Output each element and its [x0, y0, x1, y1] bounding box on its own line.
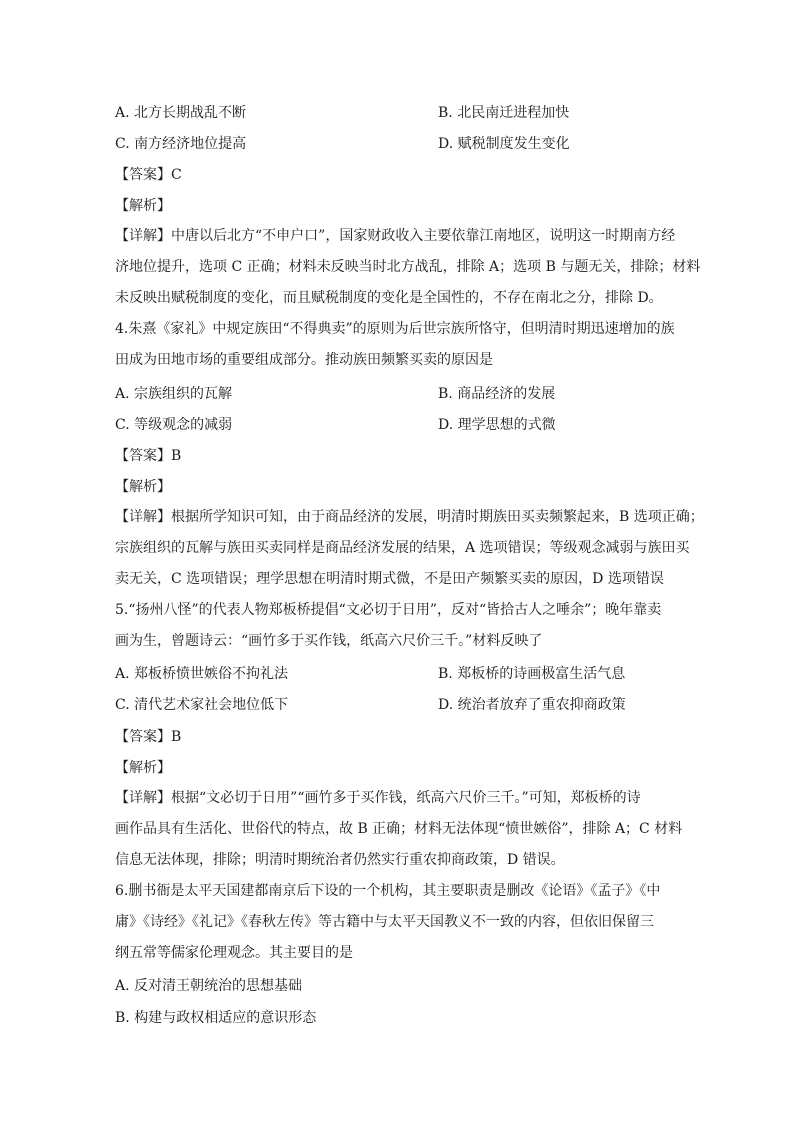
q4-option-d[interactable]: D. 理学思想的式微: [438, 417, 556, 433]
q4-stem: [115, 314, 681, 376]
q6-option-a[interactable]: A. 反对清王朝统治的思想基础: [115, 978, 303, 994]
q5-detail-line: 画作品具有生活化、世俗代的特点，故 B 正确；材料无法体现“愤世嫉俗”，排除 A；C 材料: [115, 821, 683, 837]
q3-detail-line: 未反映出赋税制度的变化，而且赋税制度的变化是全国性的，不存在南北之分，排除 D。: [115, 290, 663, 306]
q5-stem: [115, 595, 681, 657]
q4-detail-line: 宗族组织的瓦解与族田买卖同样是商品经济发展的结果，A 选项错误；等级观念减弱与族田买: [115, 540, 690, 556]
q5-stem-line: 5.“扬州八怪”的代表人物郑板桥提倡“文必切于日用”，反对“皆拾古人之唾余”；晚年靠卖: [115, 602, 662, 618]
q4-option-b[interactable]: B. 商品经济的发展: [438, 386, 556, 402]
q5-analysis-heading: 【解析】: [115, 760, 171, 776]
q3-answer: 【答案】C: [115, 167, 182, 183]
q5-detail: [115, 783, 681, 876]
q4-option-c[interactable]: C. 等级观念的减弱: [115, 417, 233, 433]
q4-stem-line: 4.朱熹《家礼》中规定族田“不得典卖”的原则为后世宗族所恪守，但明清时期迅速增加的族: [115, 321, 675, 337]
q4-detail-line: 卖无关，C 选项错误；理学思想在明清时期式微，不是田产频繁买卖的原因，D 选项错误: [115, 571, 664, 587]
q5-option-b[interactable]: B. 郑板桥的诗画极富生活气息: [438, 666, 626, 682]
q4-detail: [115, 502, 704, 595]
q3-detail: [115, 221, 701, 314]
q3-detail-line: 【详解】中唐以后北方“不申户口”，国家财政收入主要依靠江南地区，说明这一时期南方经: [115, 228, 676, 244]
q5-detail-line: 信息无法体现，排除；明清时期统治者仍然实行重农抑商政策，D 错误。: [115, 852, 565, 868]
q4-option-a[interactable]: A. 宗族组织的瓦解: [115, 386, 233, 402]
q6-stem-line: 纲五常等儒家伦理观念。其主要目的是: [115, 945, 353, 961]
q5-answer: 【答案】B: [115, 729, 182, 745]
q5-detail-line: 【详解】根据“文必切于日用”“画竹多于买作钱，纸高六尺价三千。”可知，郑板桥的诗: [115, 790, 641, 806]
q3-option-a[interactable]: A. 北方长期战乱不断: [115, 105, 247, 121]
q3-option-b[interactable]: B. 北民南迁进程加快: [438, 105, 570, 121]
q5-option-d[interactable]: D. 统治者放弃了重农抑商政策: [438, 697, 626, 713]
q4-detail-line: 【详解】根据所学知识可知，由于商品经济的发展，明清时期族田买卖频繁起来，B 选项正确；: [115, 509, 704, 525]
q6-option-b[interactable]: B. 构建与政权相适应的意识形态: [115, 1010, 317, 1026]
q3-detail-line: 济地位提升，选项 C 正确；材料未反映当时北方战乱，排除 A；选项 B 与题无关，排除；材料: [115, 259, 701, 275]
q3-analysis-heading: 【解析】: [115, 198, 171, 214]
q4-stem-line: 田成为田地市场的重要组成部分。推动族田频繁买卖的原因是: [115, 352, 493, 368]
q6-stem-line: 6.删书衙是太平天国建都南京后下设的一个机构，其主要职责是删改《论语》《孟子》《中: [115, 883, 661, 899]
q3-option-d[interactable]: D. 赋税制度发生变化: [438, 136, 570, 152]
q4-answer: 【答案】B: [115, 448, 182, 464]
q6-stem-line: 庸》《诗经》《礼记》《春秋左传》等古籍中与太平天国教义不一致的内容，但依旧保留三: [115, 914, 654, 930]
q5-option-a[interactable]: A. 郑板桥愤世嫉俗不拘礼法: [115, 666, 289, 682]
q4-analysis-heading: 【解析】: [115, 479, 171, 495]
q3-option-c[interactable]: C. 南方经济地位提高: [115, 136, 247, 152]
q5-stem-line: 画为生，曾题诗云：“画竹多于买作钱，纸高六尺价三千。”材料反映了: [115, 633, 543, 649]
q5-option-c[interactable]: C. 清代艺术家社会地位低下: [115, 697, 289, 713]
q6-stem: [115, 876, 681, 969]
